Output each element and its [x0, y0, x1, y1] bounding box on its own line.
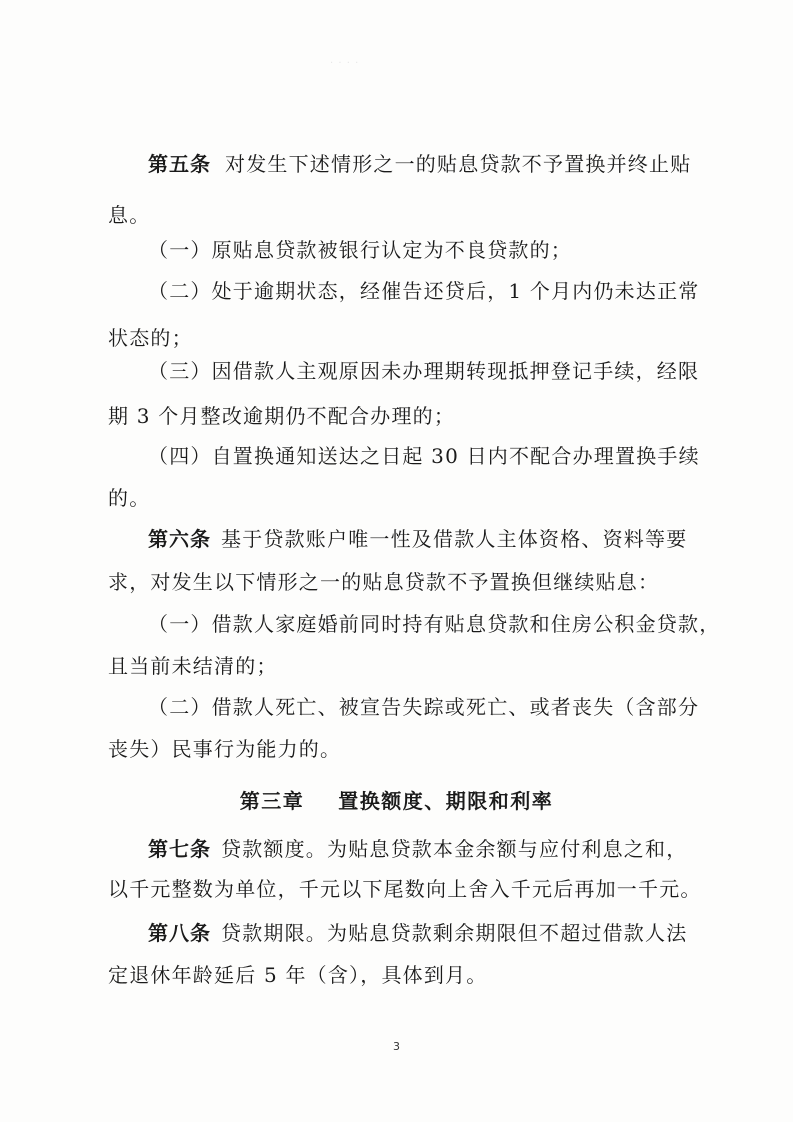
- article-5-item-3-line-1: （三）因借款人主观原因未办理期转现抵押登记手续，经限: [148, 359, 700, 383]
- article-8-text-1: 贷款期限。为贴息贷款剩余期限但不超过借款人法: [221, 921, 688, 945]
- article-5-item-2-line-2: 状态的；: [108, 326, 193, 350]
- article-8-line-2: 定退休年龄延后 5 年（含），具体到月。: [108, 963, 488, 987]
- article-6-heading: 第六条: [148, 527, 211, 551]
- article-5-item-4-line-2: 的。: [108, 486, 151, 510]
- page-number: 3: [393, 1040, 400, 1053]
- article-5-item-4-line-1: （四）自置换通知送达之日起 30 日内不配合办理置换手续: [148, 444, 700, 468]
- article-6-line-2: 求，对发生以下情形之一的贴息贷款不予置换但继续贴息：: [108, 570, 660, 594]
- article-7-line-2: 以千元整数为单位，千元以下尾数向上舍入千元后再加一千元。: [108, 877, 702, 901]
- article-5-line-2: 息。: [108, 203, 151, 227]
- article-7-text-1: 贷款额度。为贴息贷款本金余额与应付利息之和，: [221, 837, 688, 861]
- article-6-item-2-line-2: 丧失）民事行为能力的。: [108, 737, 342, 761]
- article-8-heading: 第八条: [148, 921, 211, 945]
- article-5-heading: 第五条: [148, 152, 211, 176]
- article-6-item-1-line-2: 且当前未结清的；: [108, 654, 278, 678]
- article-5-item-2-line-1: （二）处于逾期状态，经催告还贷后，1 个月内仍未达正常: [148, 279, 700, 303]
- article-7-heading: 第七条: [148, 837, 211, 861]
- article-5-item-3-line-2: 期 3 个月整改逾期仍不配合办理的；: [108, 404, 456, 428]
- article-6-item-1-line-1: （一）借款人家庭婚前同时持有贴息贷款和住房公积金贷款，: [148, 612, 721, 636]
- article-5-line-1: [148, 148, 691, 177]
- article-6-line-1: [148, 523, 687, 552]
- chapter-heading: [0, 785, 793, 814]
- article-6-item-2-line-1: （二）借款人死亡、被宣告失踪或死亡、或者丧失（含部分: [148, 695, 700, 719]
- bleed-through-text: · · · ·: [330, 58, 360, 69]
- article-7-line-1: [148, 833, 687, 862]
- article-8-line-1: [148, 917, 687, 946]
- chapter-number: 第三章: [239, 789, 305, 813]
- chapter-title: 置换额度、期限和利率: [338, 789, 554, 813]
- article-5-text-1: 对发生下述情形之一的贴息贷款不予置换并终止贴: [225, 152, 692, 176]
- article-5-item-1: （一）原贴息贷款被银行认定为不良贷款的；: [148, 238, 572, 262]
- article-6-text-1: 基于贷款账户唯一性及借款人主体资格、资料等要: [221, 527, 688, 551]
